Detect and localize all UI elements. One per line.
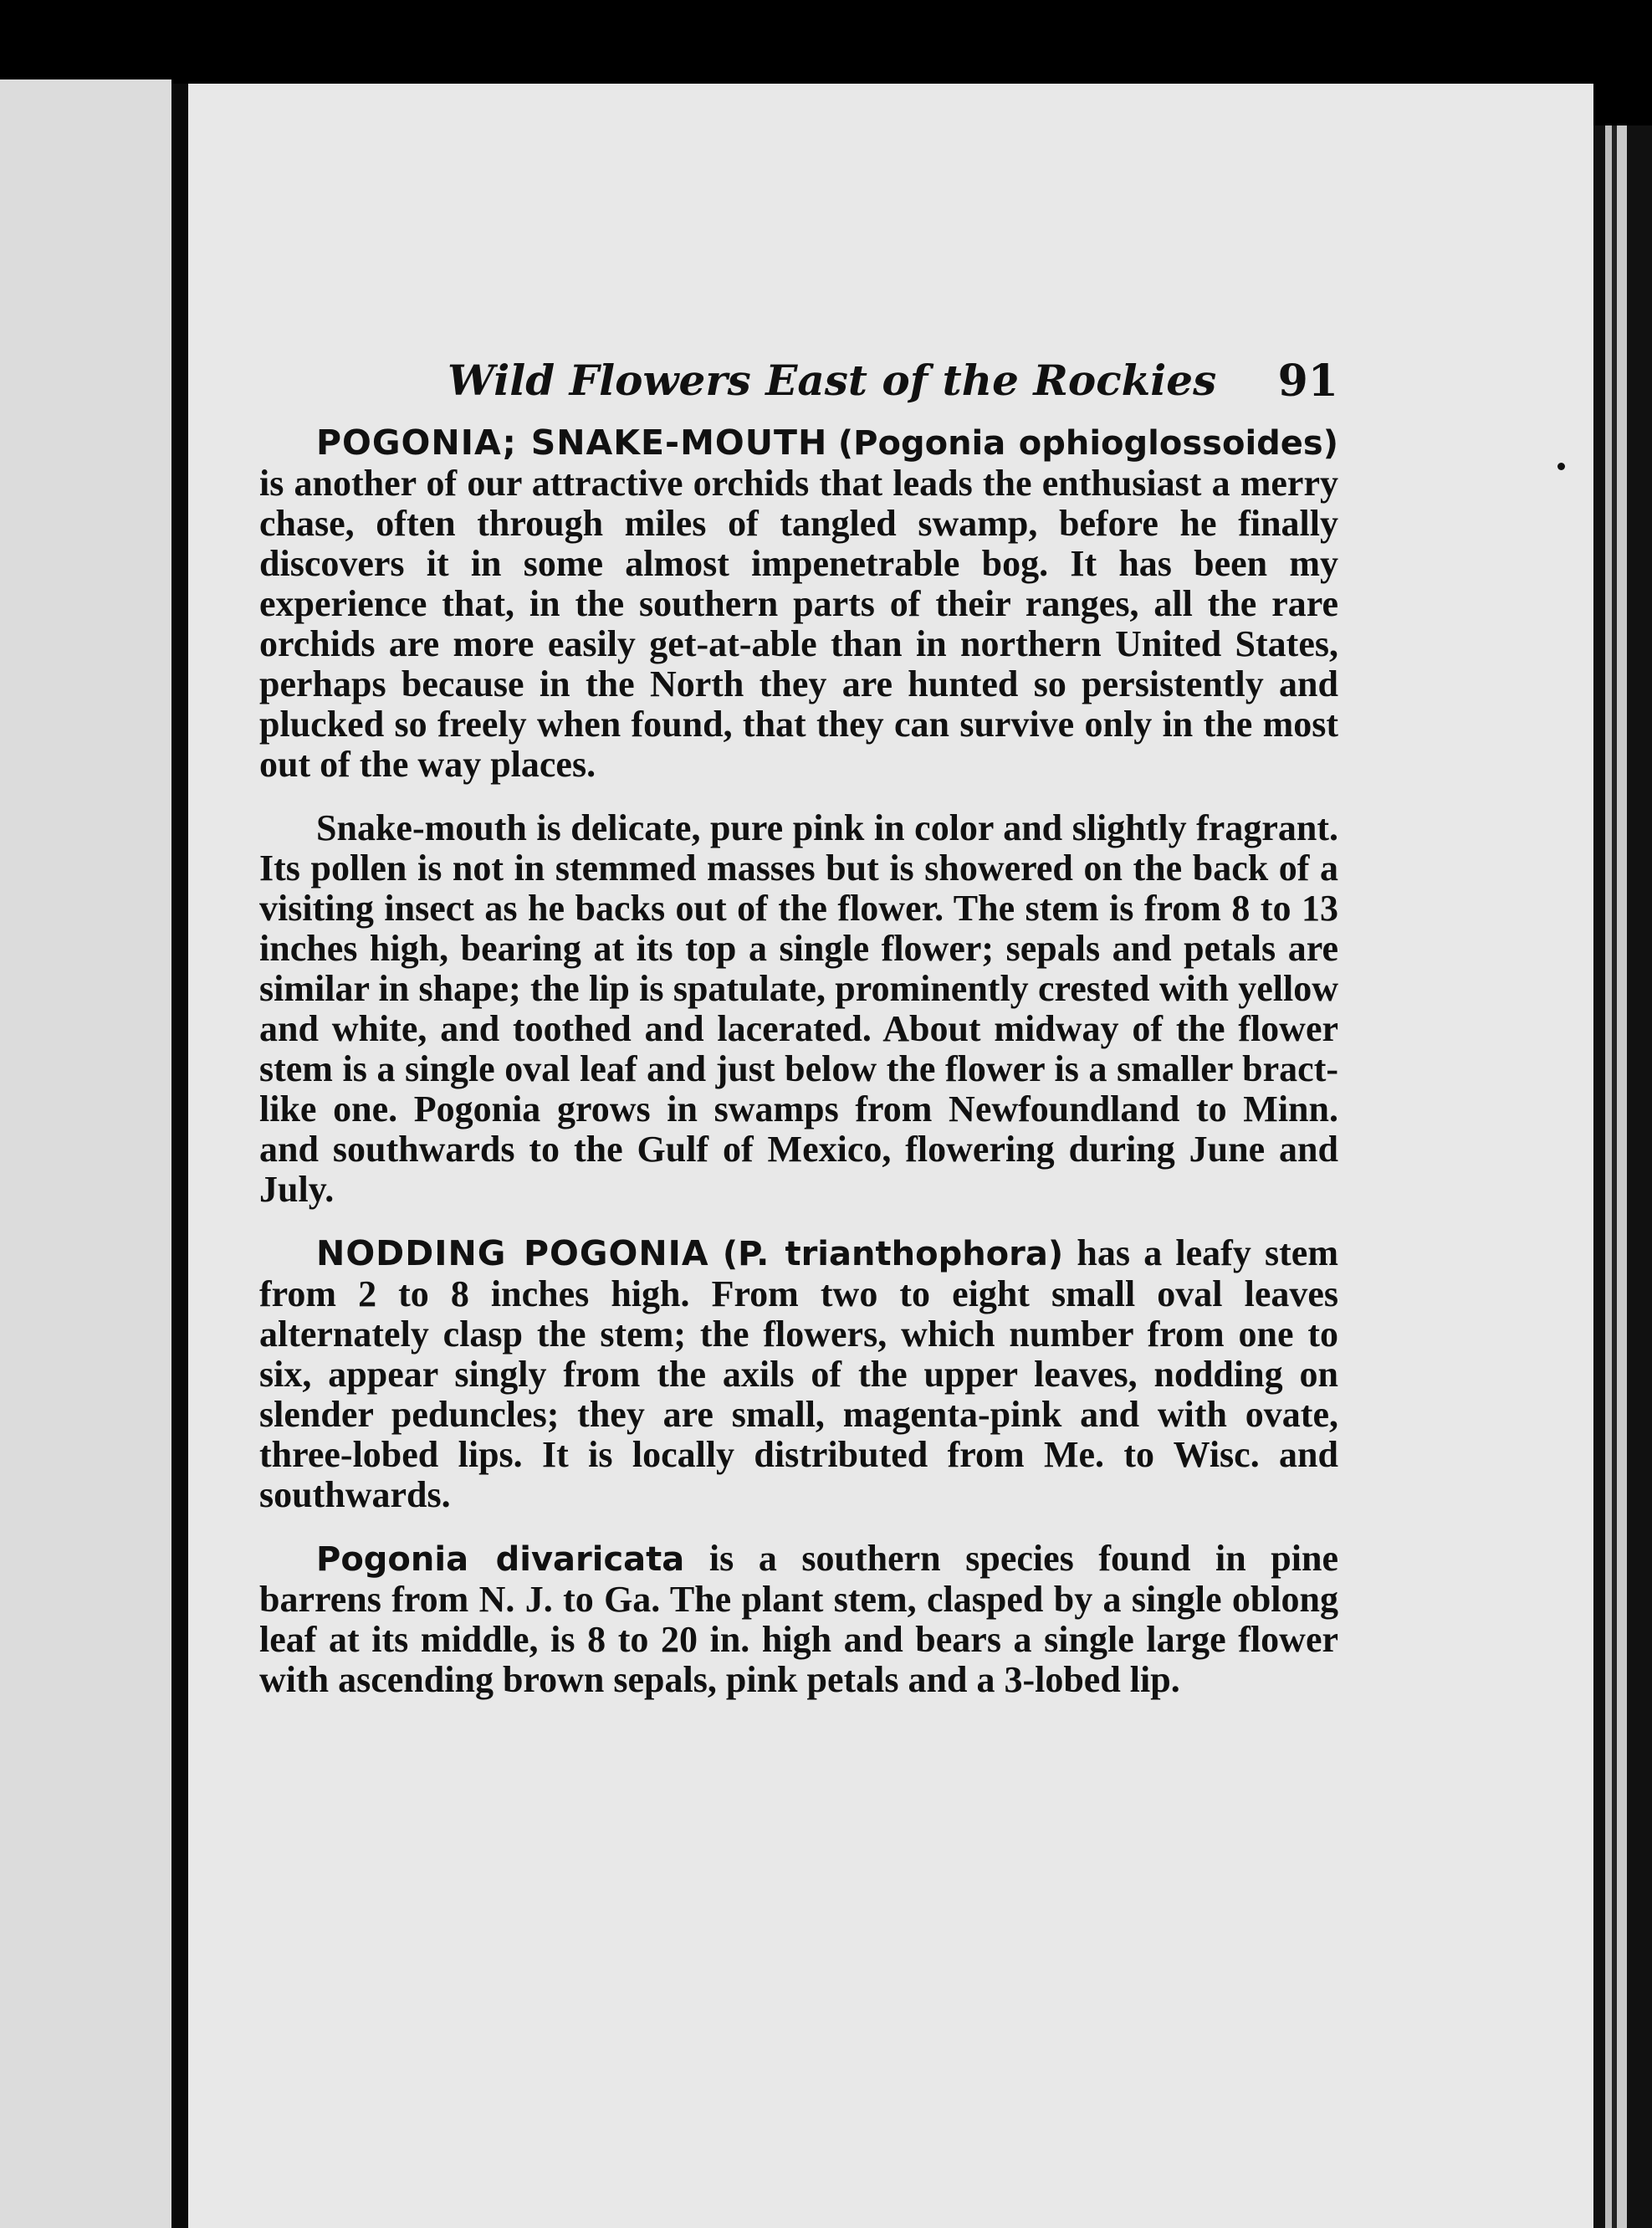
- scientific-name: (Pogonia ophioglossoides): [837, 424, 1338, 463]
- paragraph-text: Snake-mouth is delicate, pure pink in color and slightly fragrant. Its pollen is not in stemmed masses but is showered on the back of a visiting insect as he backs out of the flower. The stem is from 8 to 13 inches high, bearing at its top a single flower; sepals and petals are similar in shape; the lip is spatulate, prominently crested with yellow and white, and toothed and lacerated. About midway of the flower stem is a single oval leaf and just below the flower is a smaller bract-like one. Pogonia grows in swamps from Newfoundland to Minn. and southwards to the Gulf of Mexico, flowering during June and July.: [259, 807, 1338, 1210]
- binding-gutter: [171, 84, 188, 2228]
- paragraph-text: is a southern species found in pine barrens from N. J. to Ga. The plant stem, clasped by a single oblong leaf at its middle, is 8 to 20 in. high and bears a single large flower with ascending brown sepals, pink petals and a 3-lobed lip.: [259, 1538, 1339, 1700]
- page-body: [259, 423, 1338, 1700]
- paragraph-snake-mouth-description: [259, 808, 1338, 1210]
- paragraph-pogonia-divaricata: [259, 1539, 1338, 1700]
- scientific-name: (P. trianthophora): [722, 1235, 1064, 1273]
- paragraph-text: is another of our attractive orchids that leads the enthusiast a merry chase, often through miles of tangled swamp, before he finally discovers it in some almost impenetrable bog. It has been my experience that, in the southern parts of their ranges, all the rare orchids are more easily get-at-able than in northern United States, perhaps because in the North they are hunted so persistently and plucked so freely when found, that they can survive only in the most out of the way places.: [259, 463, 1338, 785]
- paragraph-pogonia: [259, 423, 1338, 785]
- paragraph-text: has a leafy stem from 2 to 8 inches high. From two to eight small oval leaves alternately clasp the stem; the flowers, which number from one to six, appear singly from the axils of the upper leaves, nodding on slender peduncles; they are small, magenta-pink and with ovate, three-lobed lips. It is locally distributed from Me. to Wisc. and southwards.: [259, 1232, 1338, 1515]
- entry-heading: NODDING POGONIA: [316, 1233, 709, 1273]
- entry-heading: POGONIA; SNAKE-MOUTH: [316, 423, 828, 463]
- page-header: [259, 339, 1338, 414]
- paragraph-nodding-pogonia: [259, 1233, 1338, 1515]
- scientific-name: Pogonia divaricata: [316, 1540, 685, 1579]
- running-title: Wild Flowers East of the Rockies: [448, 356, 1217, 405]
- facing-page-edge: [0, 79, 171, 2228]
- page-number: 91: [1277, 356, 1338, 407]
- page-stack-edge: [1593, 125, 1652, 2228]
- margin-speck: [1557, 463, 1565, 470]
